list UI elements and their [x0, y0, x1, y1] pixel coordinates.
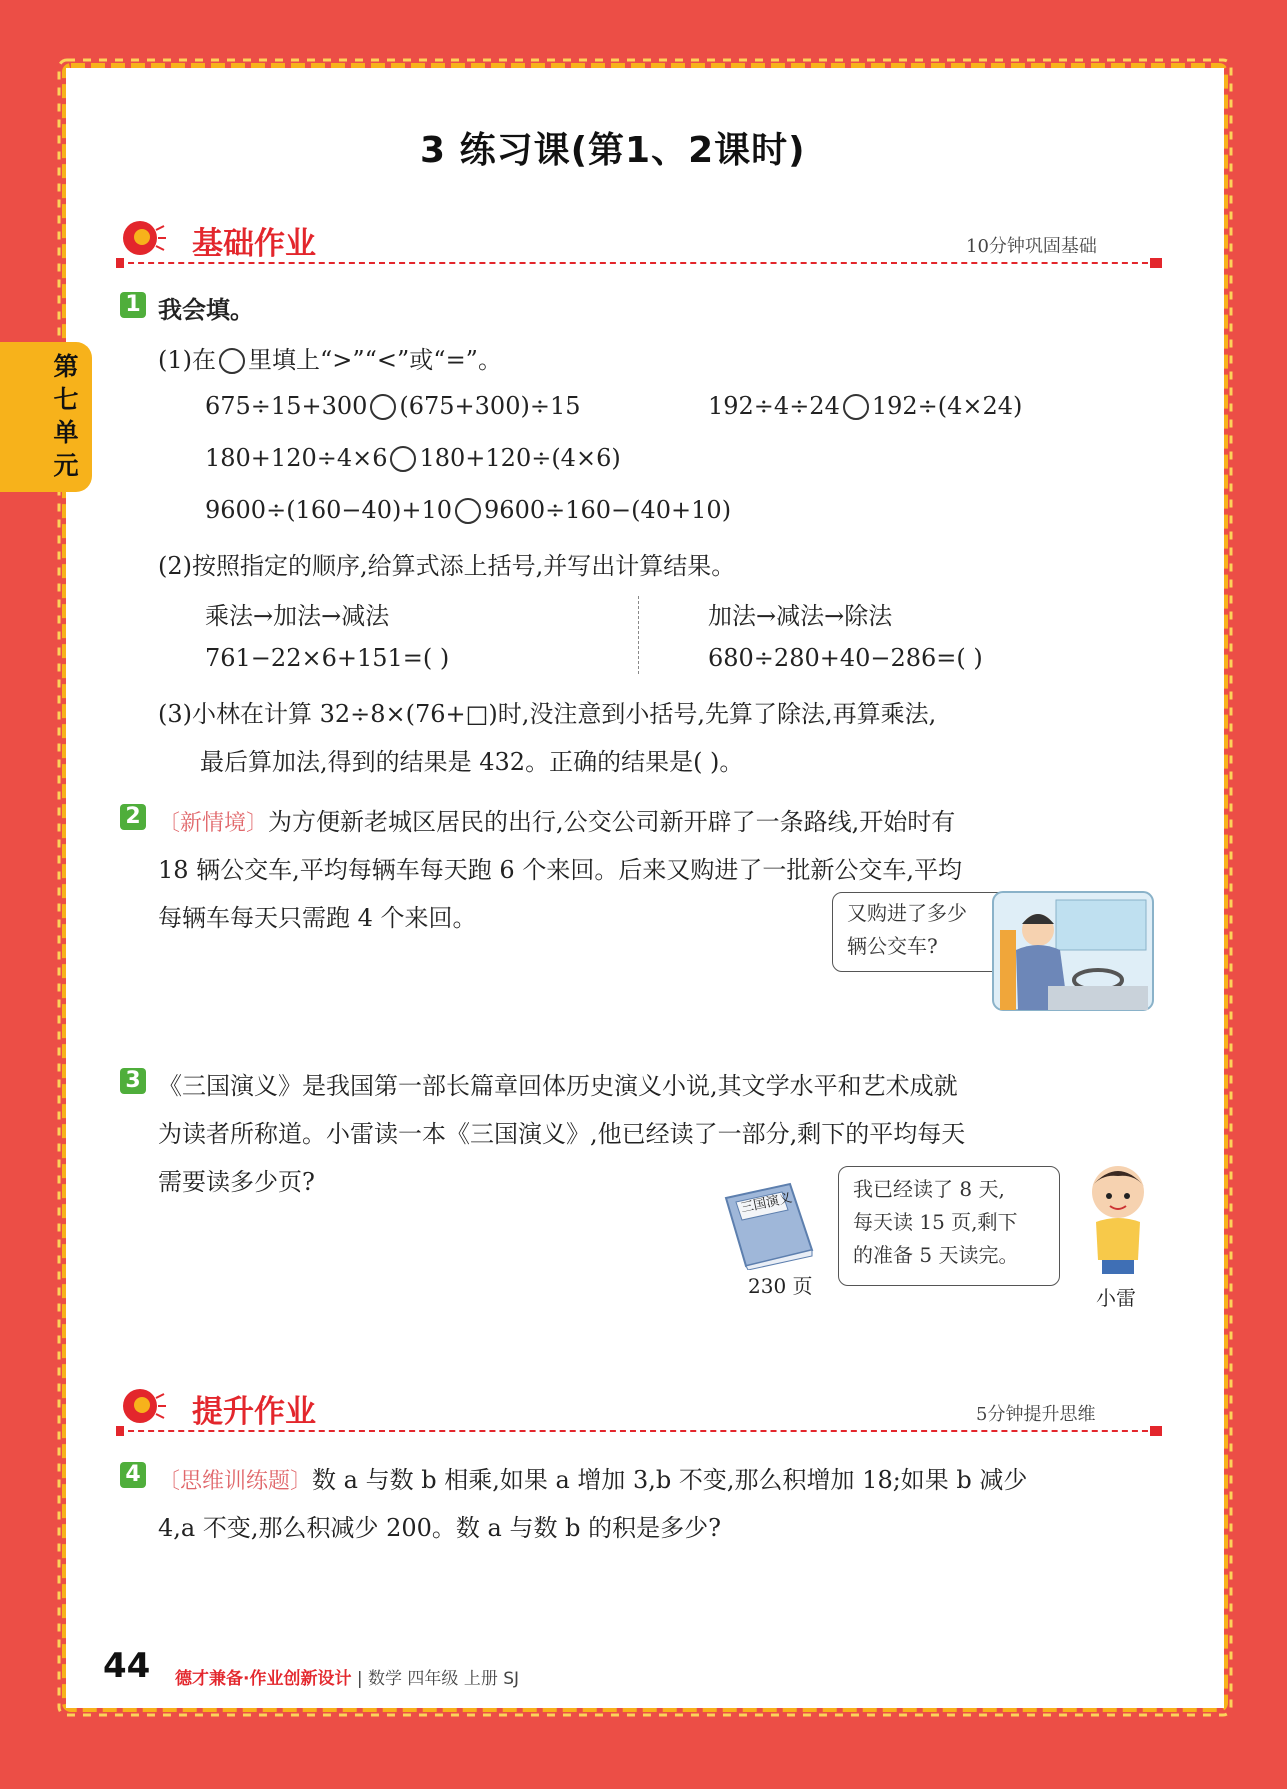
unit-side-tab [0, 342, 92, 492]
bus-driver-illustration [988, 890, 1158, 1014]
compare-circle[interactable] [390, 446, 416, 472]
kid-illustration [1078, 1156, 1158, 1276]
bell-icon [118, 216, 166, 260]
q3-line3: 需要读多少页? [158, 1168, 315, 1196]
page-number: 44 [103, 1646, 151, 1686]
column-divider [638, 596, 639, 674]
question-number: 1 [120, 292, 146, 318]
compare-circle[interactable] [370, 394, 396, 420]
q2-line1: 〔新情境〕为方便新老城区居民的出行,公交公司新开辟了一条路线,开始时有 [158, 808, 956, 836]
compare-item: 180+120÷4×6 180+120÷(4×6) [205, 444, 621, 472]
compare-circle[interactable] [843, 394, 869, 420]
question-number: 4 [120, 1462, 146, 1488]
section-divider [118, 262, 1158, 264]
expr-right[interactable]: 680÷280+40−286=( ) [708, 644, 983, 672]
footer-brand: 德才兼备·作业创新设计 [175, 1669, 352, 1689]
page-title: 3 练习课(第1、2课时) [420, 130, 806, 171]
section-title-advanced: 提升作业 [192, 1394, 316, 1430]
q4-line1: 〔思维训练题〕数 a 与数 b 相乘,如果 a 增加 3,b 不变,那么积增加 18;如果 b 减少 [158, 1466, 1028, 1494]
answer-circle-icon [219, 348, 245, 374]
bell-icon [118, 1384, 166, 1428]
q4-line2: 4,a 不变,那么积减少 200。数 a 与数 b 的积是多少? [158, 1514, 721, 1542]
kid-name: 小雷 [1096, 1286, 1136, 1310]
question-number: 2 [120, 804, 146, 830]
q1-title: 我会填。 [158, 296, 254, 324]
order-right: 加法→减法→除法 [708, 602, 893, 630]
unit-side-label: 第七单元 [53, 352, 79, 480]
speech-bubble-driver: 又购进了多少 辆公交车? [832, 892, 1010, 972]
q1-part1-prompt: (1)在 里填上“>”“<”或“=”。 [158, 346, 502, 374]
book-pages: 230 页 [748, 1274, 813, 1298]
q3-line2: 为读者所称道。小雷读一本《三国演义》,他已经读了一部分,剩下的平均每天 [158, 1120, 966, 1148]
q4-tag: 〔思维训练题〕 [158, 1469, 313, 1494]
book-title: 三国演义 [739, 1190, 794, 1217]
question-number: 3 [120, 1068, 146, 1094]
expr-left[interactable]: 761−22×6+151=( ) [205, 644, 450, 672]
q1-part2-prompt: (2)按照指定的顺序,给算式添上括号,并写出计算结果。 [158, 552, 736, 580]
section-divider [118, 1430, 1158, 1432]
order-left: 乘法→加法→减法 [205, 602, 390, 630]
q3-line1: 《三国演义》是我国第一部长篇章回体历史演义小说,其文学水平和艺术成就 [158, 1072, 958, 1100]
footer-meta: | 数学 四年级 上册 SJ [356, 1669, 520, 1689]
footer-info [175, 1664, 519, 1689]
compare-circle[interactable] [455, 498, 481, 524]
q1-part3-line2[interactable]: 最后算加法,得到的结果是 432。正确的结果是( )。 [200, 748, 744, 776]
section-title-basic: 基础作业 [192, 226, 316, 262]
q2-tag: 〔新情境〕 [158, 811, 269, 836]
q2-line3: 每辆车每天只需跑 4 个来回。 [158, 904, 477, 932]
q1-part3-line1: (3)小林在计算 32÷8×(76+□)时,没注意到小括号,先算了除法,再算乘法, [158, 700, 937, 728]
section-note-basic: 10分钟巩固基础 [966, 236, 1097, 257]
compare-item: 192÷4÷24 192÷(4×24) [708, 392, 1023, 420]
q2-line2: 18 辆公交车,平均每辆车每天跑 6 个来回。后来又购进了一批新公交车,平均 [158, 856, 962, 884]
speech-bubble-kid: 我已经读了 8 天, 每天读 15 页,剩下 的准备 5 天读完。 [838, 1166, 1060, 1286]
compare-item: 9600÷(160−40)+10 9600÷160−(40+10) [205, 496, 732, 524]
section-note-advanced: 5分钟提升思维 [976, 1404, 1096, 1425]
compare-item: 675÷15+300 (675+300)÷15 [205, 392, 581, 420]
